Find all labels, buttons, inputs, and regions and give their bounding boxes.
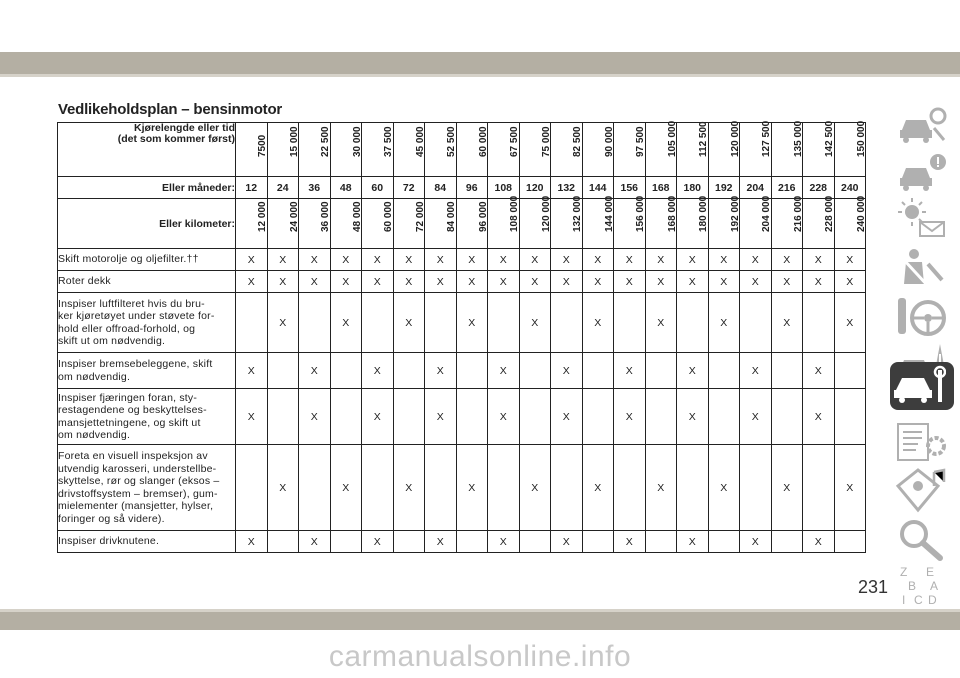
distance-cell — [614, 123, 646, 177]
interval-mark — [582, 353, 614, 389]
kilometer-value: 84 000 — [446, 201, 458, 232]
interval-mark — [708, 389, 740, 445]
distance-cell — [519, 123, 551, 177]
interval-mark: X — [393, 445, 425, 531]
month-value: 84 — [425, 177, 457, 199]
interval-mark — [645, 531, 677, 553]
interval-mark: X — [267, 445, 299, 531]
kilometer-value: 36 000 — [320, 201, 332, 232]
interval-mark: X — [236, 531, 268, 553]
distance-value: 67 500 — [509, 126, 521, 157]
interval-mark: X — [740, 271, 772, 293]
interval-mark — [740, 445, 772, 531]
kilometer-cell — [299, 199, 331, 249]
interval-mark: X — [299, 271, 331, 293]
seatbelt-icon[interactable] — [894, 244, 950, 292]
kilometer-value: 96 000 — [477, 201, 489, 232]
interval-mark: X — [425, 389, 457, 445]
kilometer-value: 132 000 — [572, 195, 584, 232]
interval-mark: X — [834, 249, 866, 271]
interval-mark — [456, 531, 488, 553]
month-value: 228 — [803, 177, 835, 199]
steering-wheel-icon — [894, 292, 950, 340]
maintenance-table — [57, 122, 866, 553]
kilometer-cell — [236, 199, 268, 249]
interval-mark: X — [708, 445, 740, 531]
kilometers-label: Eller kilometer: — [58, 199, 236, 249]
kilometer-value: 180 000 — [698, 195, 710, 232]
interval-mark — [834, 353, 866, 389]
interval-mark — [582, 531, 614, 553]
task-row — [58, 249, 866, 271]
interval-mark: X — [330, 271, 362, 293]
task-row — [58, 271, 866, 293]
month-value: 24 — [267, 177, 299, 199]
interval-mark — [456, 353, 488, 389]
interval-mark: X — [456, 445, 488, 531]
alphabet-index-icon[interactable] — [894, 560, 950, 608]
distance-cell — [645, 120, 678, 177]
kilometer-value: 144 000 — [603, 195, 615, 232]
interval-mark: X — [456, 271, 488, 293]
interval-mark: X — [299, 353, 331, 389]
interval-mark: X — [362, 271, 394, 293]
interval-mark: X — [488, 531, 520, 553]
kilometer-value: 168 000 — [666, 195, 678, 232]
interval-mark — [362, 445, 394, 531]
interval-mark — [330, 353, 362, 389]
kilometer-value: 72 000 — [414, 201, 426, 232]
interval-mark: X — [645, 445, 677, 531]
interval-mark: X — [834, 293, 866, 353]
interval-mark: X — [236, 353, 268, 389]
interval-mark: X — [771, 445, 803, 531]
steering-wheel-icon[interactable] — [894, 292, 950, 340]
month-value: 12 — [236, 177, 268, 199]
interval-mark — [708, 353, 740, 389]
interval-mark: X — [708, 249, 740, 271]
interval-mark: X — [551, 271, 583, 293]
month-value: 132 — [551, 177, 583, 199]
month-value: 72 — [393, 177, 425, 199]
interval-mark — [267, 353, 299, 389]
interval-mark: X — [362, 531, 394, 553]
kilometer-cell — [582, 195, 615, 249]
month-value: 60 — [362, 177, 394, 199]
interval-mark: X — [267, 293, 299, 353]
distance-cell — [236, 123, 268, 177]
kilometer-cell — [519, 195, 552, 249]
kilometer-cell — [708, 195, 741, 249]
distance-value: 75 000 — [540, 126, 552, 157]
distance-value: 150 000 — [855, 120, 867, 157]
interval-mark — [236, 293, 268, 353]
interval-mark — [803, 293, 835, 353]
interval-mark: X — [708, 271, 740, 293]
header-stripe — [0, 52, 960, 74]
interval-mark — [771, 389, 803, 445]
settings-list-icon — [894, 418, 950, 466]
task-label: Inspiser luftfilteret hvis du bru- ker kjøretøyet under støvete for- hold eller offroad-forhold, og skift ut om nødvendig. — [58, 293, 236, 353]
interval-mark: X — [645, 271, 677, 293]
task-row — [58, 445, 866, 531]
interval-mark: X — [299, 249, 331, 271]
interval-mark — [330, 389, 362, 445]
task-label: Roter dekk — [58, 271, 236, 293]
interval-mark — [834, 531, 866, 553]
interval-mark: X — [551, 249, 583, 271]
interval-mark: X — [740, 531, 772, 553]
kilometer-cell — [456, 199, 488, 249]
month-value: 96 — [456, 177, 488, 199]
distance-value: 105 000 — [666, 120, 678, 157]
interval-mark: X — [834, 271, 866, 293]
kilometer-value: 228 000 — [824, 195, 836, 232]
interval-mark: X — [519, 271, 551, 293]
kilometer-cell — [740, 195, 773, 249]
interval-mark: X — [425, 271, 457, 293]
interval-mark: X — [456, 293, 488, 353]
interval-mark: X — [771, 249, 803, 271]
distance-cell — [834, 120, 867, 177]
interval-mark: X — [236, 249, 268, 271]
interval-mark: X — [803, 531, 835, 553]
interval-mark: X — [803, 389, 835, 445]
distance-value: 112 500 — [698, 121, 710, 157]
interval-mark — [803, 445, 835, 531]
interval-mark: X — [614, 353, 646, 389]
interval-mark: X — [488, 389, 520, 445]
month-value: 192 — [708, 177, 740, 199]
distance-cell — [425, 123, 457, 177]
footer-stripe — [0, 612, 960, 630]
distance-header-label: Kjørelengde eller tid (det som kommer først) — [58, 123, 236, 177]
distance-value: 30 000 — [351, 126, 363, 157]
header-row — [58, 123, 866, 177]
interval-mark: X — [803, 271, 835, 293]
search-icon[interactable] — [894, 514, 950, 562]
interval-mark — [267, 389, 299, 445]
month-value: 156 — [614, 177, 646, 199]
interval-mark: X — [362, 249, 394, 271]
month-value: 168 — [645, 177, 677, 199]
interval-mark: X — [740, 389, 772, 445]
interval-mark — [488, 293, 520, 353]
interval-mark — [456, 389, 488, 445]
distance-cell — [299, 123, 331, 177]
interval-mark: X — [551, 353, 583, 389]
distance-cell — [393, 123, 425, 177]
interval-mark: X — [299, 531, 331, 553]
interval-mark: X — [330, 293, 362, 353]
distance-cell — [708, 120, 741, 177]
interval-mark: X — [614, 249, 646, 271]
svg-text:D: D — [928, 593, 937, 607]
car-wrench-icon — [890, 362, 946, 410]
car-info-icon — [894, 148, 950, 196]
distance-cell — [456, 123, 488, 177]
task-row — [58, 353, 866, 389]
interval-mark — [551, 293, 583, 353]
interval-mark — [771, 531, 803, 553]
interval-mark — [425, 445, 457, 531]
media-nav-icon[interactable] — [894, 466, 950, 514]
interval-mark: X — [645, 249, 677, 271]
distance-value: 135 000 — [792, 120, 804, 157]
interval-mark: X — [677, 271, 709, 293]
dashboard-lights-icon — [894, 194, 950, 242]
interval-mark: X — [740, 353, 772, 389]
interval-mark — [519, 531, 551, 553]
interval-mark: X — [488, 353, 520, 389]
interval-mark: X — [582, 445, 614, 531]
month-value: 36 — [299, 177, 331, 199]
interval-mark: X — [393, 271, 425, 293]
distance-cell — [771, 120, 804, 177]
interval-mark: X — [362, 389, 394, 445]
months-row — [58, 177, 866, 199]
interval-mark — [834, 389, 866, 445]
interval-mark: X — [362, 353, 394, 389]
interval-mark — [393, 389, 425, 445]
top-band — [0, 0, 960, 52]
interval-mark — [582, 389, 614, 445]
interval-mark — [519, 353, 551, 389]
kilometer-value: 48 000 — [351, 201, 363, 232]
interval-mark: X — [771, 293, 803, 353]
kilometer-cell — [425, 199, 457, 249]
car-tools-icon — [894, 100, 950, 148]
distance-value: 22 500 — [320, 126, 332, 157]
distance-value: 37 500 — [383, 126, 395, 157]
alphabet-index-icon — [894, 560, 950, 608]
task-label: Inspiser drivknutene. — [58, 531, 236, 553]
kilometer-value: 108 000 — [509, 195, 521, 232]
distance-value: 45 000 — [414, 126, 426, 157]
interval-mark: X — [677, 353, 709, 389]
distance-value: 52 500 — [446, 126, 458, 157]
kilometer-value: 192 000 — [729, 195, 741, 232]
watermark: carmanualsonline.info — [328, 640, 632, 673]
interval-mark — [299, 293, 331, 353]
month-value: 48 — [330, 177, 362, 199]
interval-mark — [771, 353, 803, 389]
interval-mark — [330, 531, 362, 553]
interval-mark — [614, 293, 646, 353]
distance-cell — [740, 120, 773, 177]
months-label: Eller måneder: — [58, 177, 236, 199]
kilometers-row — [58, 199, 866, 249]
interval-mark: X — [393, 293, 425, 353]
interval-mark: X — [708, 293, 740, 353]
distance-cell — [803, 120, 836, 177]
kilometer-cell — [645, 195, 678, 249]
interval-mark: X — [614, 271, 646, 293]
seatbelt-icon — [894, 244, 950, 292]
interval-mark — [425, 293, 457, 353]
kilometer-cell — [551, 195, 584, 249]
interval-mark: X — [582, 249, 614, 271]
kilometer-cell — [393, 199, 425, 249]
interval-mark — [645, 389, 677, 445]
interval-mark: X — [488, 271, 520, 293]
section-title: Vedlikeholdsplan – bensinmotor — [58, 101, 283, 118]
interval-mark — [551, 445, 583, 531]
interval-mark: X — [803, 249, 835, 271]
interval-mark — [393, 531, 425, 553]
distance-value: 60 000 — [477, 126, 489, 157]
interval-mark — [677, 293, 709, 353]
interval-mark — [267, 531, 299, 553]
kilometer-value: 120 000 — [540, 195, 552, 232]
interval-mark — [362, 293, 394, 353]
kilometer-cell — [614, 195, 647, 249]
kilometer-cell — [362, 199, 394, 249]
task-label: Inspiser fjæringen foran, sty- restagendene og beskyttelses- mansjettetningene, og skift ut om nødvendig. — [58, 389, 236, 445]
kilometer-value: 24 000 — [288, 201, 300, 232]
distance-cell — [362, 123, 394, 177]
interval-mark: X — [425, 353, 457, 389]
interval-mark: X — [614, 531, 646, 553]
interval-mark: X — [519, 249, 551, 271]
interval-mark: X — [425, 249, 457, 271]
interval-mark: X — [582, 293, 614, 353]
distance-value: 97 500 — [635, 126, 647, 157]
distance-value: 7500 — [257, 134, 269, 157]
search-icon — [894, 514, 950, 562]
interval-mark — [645, 353, 677, 389]
distance-cell — [582, 123, 614, 177]
interval-mark: X — [299, 389, 331, 445]
interval-mark: X — [803, 353, 835, 389]
kilometer-value: 204 000 — [761, 195, 773, 232]
interval-mark: X — [551, 531, 583, 553]
kilometer-cell — [803, 195, 836, 249]
distance-value: 90 000 — [603, 126, 615, 157]
interval-mark: X — [582, 271, 614, 293]
dashboard-lights-icon[interactable] — [894, 194, 950, 242]
month-value: 180 — [677, 177, 709, 199]
interval-mark: X — [456, 249, 488, 271]
task-row — [58, 293, 866, 353]
svg-text:B: B — [908, 579, 917, 593]
distance-value: 120 000 — [729, 120, 741, 157]
car-tools-icon[interactable] — [894, 100, 950, 148]
kilometer-value: 240 000 — [855, 195, 867, 232]
distance-value: 127 500 — [761, 120, 773, 157]
distance-value: 82 500 — [572, 126, 584, 157]
interval-mark — [236, 445, 268, 531]
interval-mark: X — [834, 445, 866, 531]
month-value: 108 — [488, 177, 520, 199]
svg-text:C: C — [914, 593, 923, 607]
interval-mark — [393, 353, 425, 389]
interval-mark: X — [614, 389, 646, 445]
distance-cell — [677, 123, 709, 177]
interval-mark — [708, 531, 740, 553]
interval-mark — [740, 293, 772, 353]
distance-cell — [267, 123, 299, 177]
interval-mark: X — [551, 389, 583, 445]
header-stripe-line — [0, 74, 960, 77]
page-number: 231 — [858, 577, 889, 597]
month-value: 120 — [519, 177, 551, 199]
month-value: 144 — [582, 177, 614, 199]
kilometer-value: 156 000 — [635, 195, 647, 232]
settings-list-icon[interactable] — [894, 418, 950, 466]
interval-mark: X — [425, 531, 457, 553]
distance-value: 15 000 — [288, 126, 300, 157]
interval-mark — [519, 389, 551, 445]
interval-mark — [677, 445, 709, 531]
interval-mark: X — [519, 445, 551, 531]
interval-mark: X — [519, 293, 551, 353]
media-nav-icon — [894, 466, 950, 514]
kilometer-cell — [488, 195, 521, 249]
kilometer-cell — [267, 199, 299, 249]
interval-mark — [299, 445, 331, 531]
car-wrench-icon[interactable] — [890, 362, 954, 410]
kilometer-cell — [771, 195, 804, 249]
month-value: 240 — [834, 177, 866, 199]
svg-text:I: I — [902, 593, 906, 607]
interval-mark — [614, 445, 646, 531]
interval-mark: X — [267, 271, 299, 293]
kilometer-cell — [677, 195, 710, 249]
kilometer-cell — [330, 199, 362, 249]
svg-text:E: E — [926, 565, 935, 579]
month-value: 216 — [771, 177, 803, 199]
distance-cell — [488, 123, 520, 177]
interval-mark: X — [645, 293, 677, 353]
kilometer-cell — [834, 195, 867, 249]
interval-mark — [488, 445, 520, 531]
interval-mark: X — [330, 445, 362, 531]
interval-mark: X — [740, 249, 772, 271]
task-label: Foreta en visuell inspeksjon av utvendig karosseri, understellbe- skyttelse, rør og slanger (eksos – drivstoffsystem – bremser), gum- mielementer (mansjetter, hylser, foringer og så videre). — [58, 445, 236, 531]
kilometer-value: 216 000 — [792, 195, 804, 232]
svg-text:Z: Z — [900, 565, 908, 579]
interval-mark: X — [236, 389, 268, 445]
kilometer-value: 60 000 — [383, 201, 395, 232]
interval-mark: X — [330, 249, 362, 271]
interval-mark: X — [488, 249, 520, 271]
task-label: Skift motorolje og oljefilter.†† — [58, 249, 236, 271]
interval-mark: X — [393, 249, 425, 271]
interval-mark: X — [267, 249, 299, 271]
task-row — [58, 389, 866, 445]
month-value: 204 — [740, 177, 772, 199]
distance-cell — [551, 123, 583, 177]
distance-value: 142 500 — [824, 120, 836, 157]
interval-mark: X — [677, 249, 709, 271]
car-info-icon[interactable] — [894, 148, 950, 196]
kilometer-value: 12 000 — [257, 201, 269, 232]
svg-text:A: A — [930, 579, 939, 593]
interval-mark: X — [771, 271, 803, 293]
task-label: Inspiser bremsebeleggene, skift om nødvendig. — [58, 353, 236, 389]
interval-mark: X — [677, 531, 709, 553]
distance-cell — [330, 123, 362, 177]
task-row — [58, 531, 866, 553]
interval-mark: X — [236, 271, 268, 293]
interval-mark: X — [677, 389, 709, 445]
